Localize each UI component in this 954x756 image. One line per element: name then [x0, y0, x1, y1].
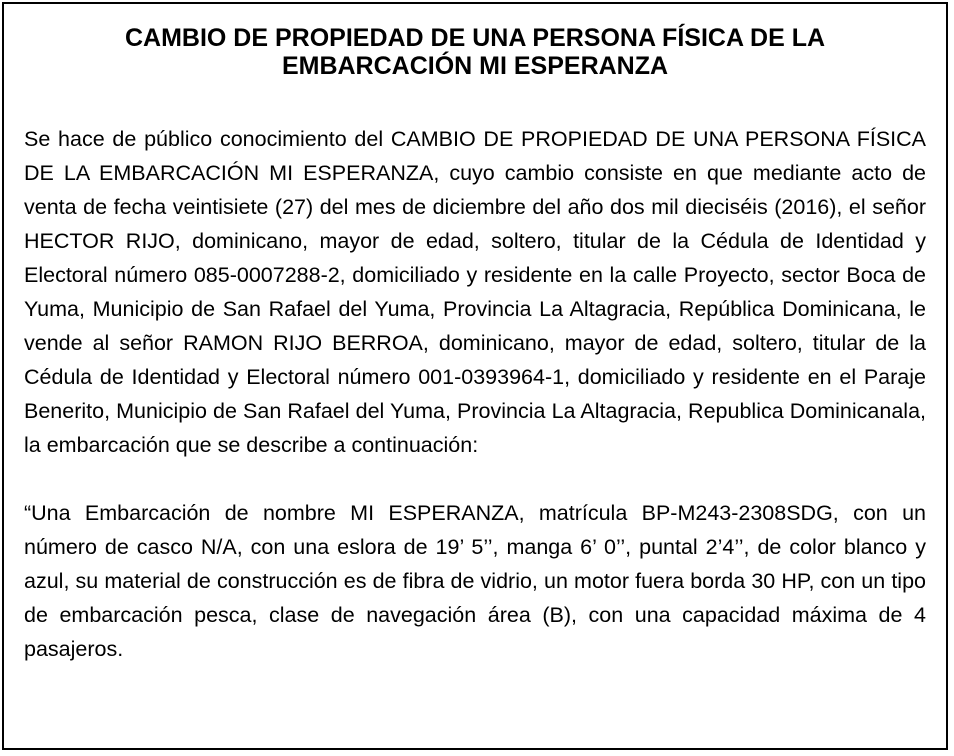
- notice-body: [24, 122, 926, 666]
- notice-paragraph-vessel-description: “Una Embarcación de nombre MI ESPERANZA, matrícula BP-M243-2308SDG, con un número de casco N/A, con una eslora de 19’ 5’’, manga 6’ 0’’, puntal 2’4’’, de color blanco y azul, su material de construcción es de fibra de vidrio, un motor fuera borda 30 HP, con un tipo de embarcación pesca, clase de navegación área (B), con una capacidad máxima de 4 pasajeros.: [24, 501, 926, 661]
- notice-title-line-1: CAMBIO DE PROPIEDAD DE UNA PERSONA FÍSICA DE LA: [124, 24, 826, 52]
- notice-title: [24, 24, 926, 80]
- notice-title-line-2: EMBARCACIÓN MI ESPERANZA: [281, 52, 669, 80]
- notice-paragraph-announcement: Se hace de público conocimiento del CAMBIO DE PROPIEDAD DE UNA PERSONA FÍSICA DE LA EMBARCACIÓN MI ESPERANZA, cuyo cambio consiste en que mediante acto de venta de fecha veintisiete (27) del mes de diciembre del año dos mil dieciséis (2016), el señor HECTOR RIJO, dominicano, mayor de edad, soltero, titular de la Cédula de Identidad y Electoral número 085-0007288-2, domiciliado y residente en la calle Proyecto, sector Boca de Yuma, Municipio de San Rafael del Yuma, Provincia La Altagracia, República Dominicana, le vende al señor RAMON RIJO BERROA, dominicano, mayor de edad, soltero, titular de la Cédula de Identidad y Electoral número 001-0393964-1, domiciliado y residente en el Paraje Benerito, Municipio de San Rafael del Yuma, Provincia La Altagracia, Republica Dominicanala, la embarcación que se describe a continuación:: [24, 127, 926, 457]
- notice-frame: [2, 2, 948, 750]
